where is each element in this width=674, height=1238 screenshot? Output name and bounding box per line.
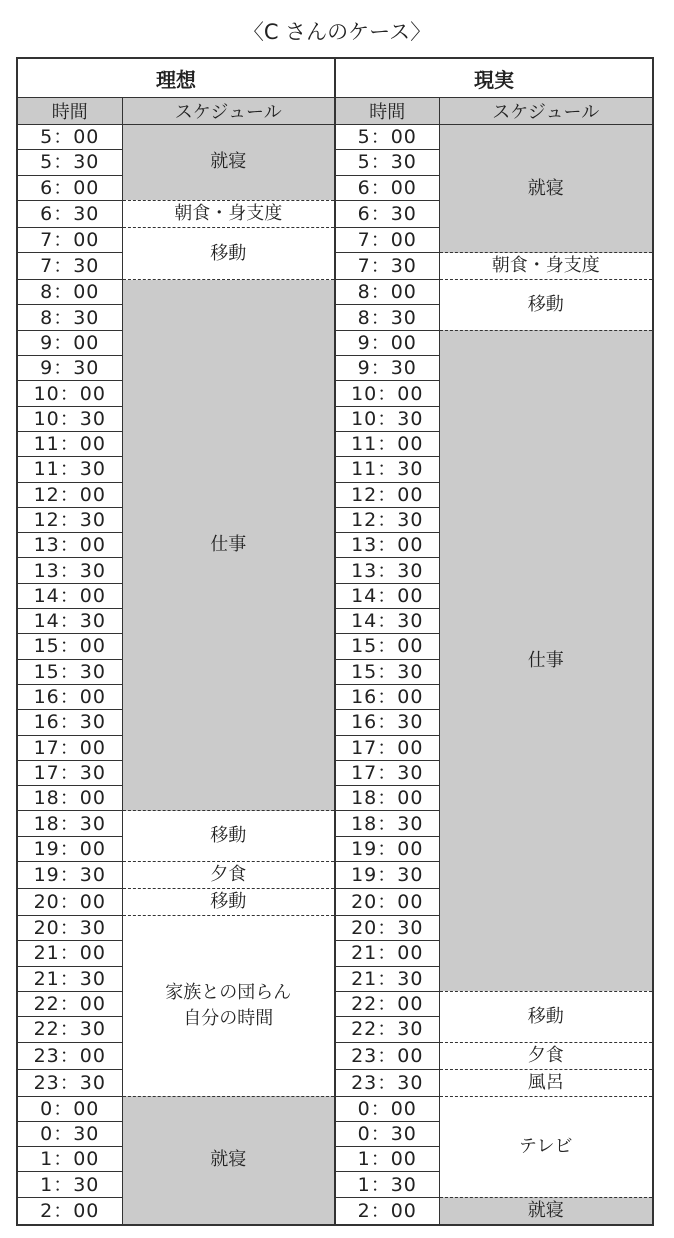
reality-time-cell: 7：00 xyxy=(335,227,439,252)
ideal-time-cell: 17：00 xyxy=(17,735,122,760)
ideal-time-cell: 6：00 xyxy=(17,175,122,200)
reality-header: 現実 xyxy=(335,58,653,98)
ideal-time-cell: 12：00 xyxy=(17,482,122,507)
reality-time-cell: 7：30 xyxy=(335,253,439,280)
ideal-time-cell: 9：00 xyxy=(17,330,122,355)
ideal-time-cell: 13：30 xyxy=(17,558,122,583)
ideal-time-cell: 11：30 xyxy=(17,457,122,482)
table-row xyxy=(17,125,653,150)
reality-time-cell: 10：00 xyxy=(335,381,439,406)
ideal-time-cell: 18：30 xyxy=(17,811,122,836)
ideal-time-cell: 15：00 xyxy=(17,634,122,659)
ideal-time-cell: 20：00 xyxy=(17,889,122,916)
ideal-time-cell: 10：30 xyxy=(17,406,122,431)
ideal-time-cell: 16：30 xyxy=(17,710,122,735)
reality-time-cell: 22：00 xyxy=(335,991,439,1016)
table-row xyxy=(17,280,653,305)
ideal-activity-block: 移動 xyxy=(122,811,335,862)
ideal-time-cell: 7：30 xyxy=(17,253,122,280)
schedule-table xyxy=(16,57,654,1226)
ideal-time-cell: 21：30 xyxy=(17,966,122,991)
ideal-time-cell: 14：00 xyxy=(17,583,122,608)
ideal-time-cell: 8：30 xyxy=(17,305,122,330)
ideal-time-cell: 0：00 xyxy=(17,1096,122,1121)
reality-activity-block: 夕食 xyxy=(439,1042,653,1069)
ideal-activity-block: 移動 xyxy=(122,227,335,279)
table-row xyxy=(17,330,653,355)
reality-time-cell: 21：00 xyxy=(335,941,439,966)
reality-time-cell: 5：00 xyxy=(335,125,439,150)
table-row xyxy=(17,1069,653,1096)
ideal-time-cell: 17：30 xyxy=(17,760,122,785)
ideal-activity-block: 夕食 xyxy=(122,862,335,889)
table-row xyxy=(17,1197,653,1225)
ideal-time-cell: 9：30 xyxy=(17,356,122,381)
table-row xyxy=(17,991,653,1016)
ideal-time-cell: 23：00 xyxy=(17,1042,122,1069)
reality-time-cell: 1：30 xyxy=(335,1172,439,1197)
schedule-body xyxy=(17,125,653,1225)
ideal-time-header: 時間 xyxy=(17,98,122,125)
ideal-activity-block: 仕事 xyxy=(122,280,335,811)
reality-time-cell: 17：30 xyxy=(335,760,439,785)
ideal-time-cell: 16：00 xyxy=(17,684,122,709)
ideal-time-cell: 13：00 xyxy=(17,533,122,558)
reality-activity-block: 風呂 xyxy=(439,1069,653,1096)
ideal-header: 理想 xyxy=(17,58,335,98)
ideal-activity-block: 朝食・身支度 xyxy=(122,200,335,227)
reality-time-cell: 14：30 xyxy=(335,609,439,634)
reality-time-cell: 9：30 xyxy=(335,356,439,381)
ideal-activity-block: 就寝 xyxy=(122,125,335,201)
reality-time-cell: 15：30 xyxy=(335,659,439,684)
reality-time-cell: 21：30 xyxy=(335,966,439,991)
reality-time-cell: 17：00 xyxy=(335,735,439,760)
reality-time-cell: 1：00 xyxy=(335,1147,439,1172)
reality-time-cell: 19：00 xyxy=(335,836,439,861)
ideal-time-cell: 2：00 xyxy=(17,1197,122,1225)
ideal-time-cell: 11：00 xyxy=(17,431,122,456)
reality-time-cell: 2：00 xyxy=(335,1197,439,1225)
reality-time-cell: 23：30 xyxy=(335,1069,439,1096)
reality-time-cell: 12：00 xyxy=(335,482,439,507)
ideal-time-cell: 6：30 xyxy=(17,200,122,227)
ideal-activity-block: 家族との団らん 自分の時間 xyxy=(122,916,335,1096)
reality-time-cell: 23：00 xyxy=(335,1042,439,1069)
page-title: 〈C さんのケース〉 xyxy=(242,20,432,44)
reality-time-cell: 14：00 xyxy=(335,583,439,608)
table-row xyxy=(17,253,653,280)
reality-time-cell: 18：00 xyxy=(335,786,439,811)
ideal-time-cell: 18：00 xyxy=(17,786,122,811)
reality-time-cell: 11：00 xyxy=(335,431,439,456)
ideal-time-cell: 0：30 xyxy=(17,1121,122,1146)
ideal-time-cell: 22：00 xyxy=(17,991,122,1016)
reality-activity-block: 朝食・身支度 xyxy=(439,253,653,280)
ideal-time-cell: 7：00 xyxy=(17,227,122,252)
ideal-schedule-header: スケジュール xyxy=(122,98,335,125)
reality-schedule-header: スケジュール xyxy=(439,98,653,125)
reality-time-cell: 10：30 xyxy=(335,406,439,431)
reality-time-cell: 16：30 xyxy=(335,710,439,735)
ideal-time-cell: 19：00 xyxy=(17,836,122,861)
reality-time-cell: 5：30 xyxy=(335,150,439,175)
ideal-time-cell: 22：30 xyxy=(17,1017,122,1042)
reality-time-cell: 6：00 xyxy=(335,175,439,200)
reality-time-cell: 6：30 xyxy=(335,200,439,227)
ideal-time-cell: 15：30 xyxy=(17,659,122,684)
reality-time-cell: 15：00 xyxy=(335,634,439,659)
reality-activity-block: 移動 xyxy=(439,991,653,1042)
ideal-time-cell: 20：30 xyxy=(17,916,122,941)
ideal-time-cell: 5：00 xyxy=(17,125,122,150)
ideal-time-cell: 19：30 xyxy=(17,862,122,889)
ideal-time-cell: 23：30 xyxy=(17,1069,122,1096)
reality-time-cell: 11：30 xyxy=(335,457,439,482)
reality-activity-block: 就寝 xyxy=(439,125,653,253)
reality-time-cell: 16：00 xyxy=(335,684,439,709)
ideal-activity-block: 移動 xyxy=(122,889,335,916)
ideal-activity-block: 就寝 xyxy=(122,1096,335,1225)
reality-time-cell: 13：00 xyxy=(335,533,439,558)
ideal-time-cell: 1：30 xyxy=(17,1172,122,1197)
reality-time-cell: 8：00 xyxy=(335,280,439,305)
reality-time-cell: 0：00 xyxy=(335,1096,439,1121)
section-header-row xyxy=(17,58,653,98)
reality-time-header: 時間 xyxy=(335,98,439,125)
reality-time-cell: 12：30 xyxy=(335,507,439,532)
ideal-time-cell: 14：30 xyxy=(17,609,122,634)
reality-activity-block: テレビ xyxy=(439,1096,653,1197)
ideal-time-cell: 1：00 xyxy=(17,1147,122,1172)
ideal-time-cell: 10：00 xyxy=(17,381,122,406)
ideal-time-cell: 12：30 xyxy=(17,507,122,532)
reality-time-cell: 8：30 xyxy=(335,305,439,330)
reality-activity-block: 就寝 xyxy=(439,1197,653,1225)
reality-time-cell: 18：30 xyxy=(335,811,439,836)
reality-time-cell: 19：30 xyxy=(335,862,439,889)
reality-activity-block: 仕事 xyxy=(439,330,653,991)
table-row xyxy=(17,1042,653,1069)
column-header-row xyxy=(17,98,653,125)
reality-time-cell: 20：30 xyxy=(335,916,439,941)
reality-time-cell: 22：30 xyxy=(335,1017,439,1042)
table-row xyxy=(17,1096,653,1121)
ideal-time-cell: 8：00 xyxy=(17,280,122,305)
reality-time-cell: 13：30 xyxy=(335,558,439,583)
ideal-time-cell: 5：30 xyxy=(17,150,122,175)
reality-time-cell: 0：30 xyxy=(335,1121,439,1146)
reality-time-cell: 20：00 xyxy=(335,889,439,916)
reality-activity-block: 移動 xyxy=(439,280,653,331)
reality-time-cell: 9：00 xyxy=(335,330,439,355)
ideal-time-cell: 21：00 xyxy=(17,941,122,966)
